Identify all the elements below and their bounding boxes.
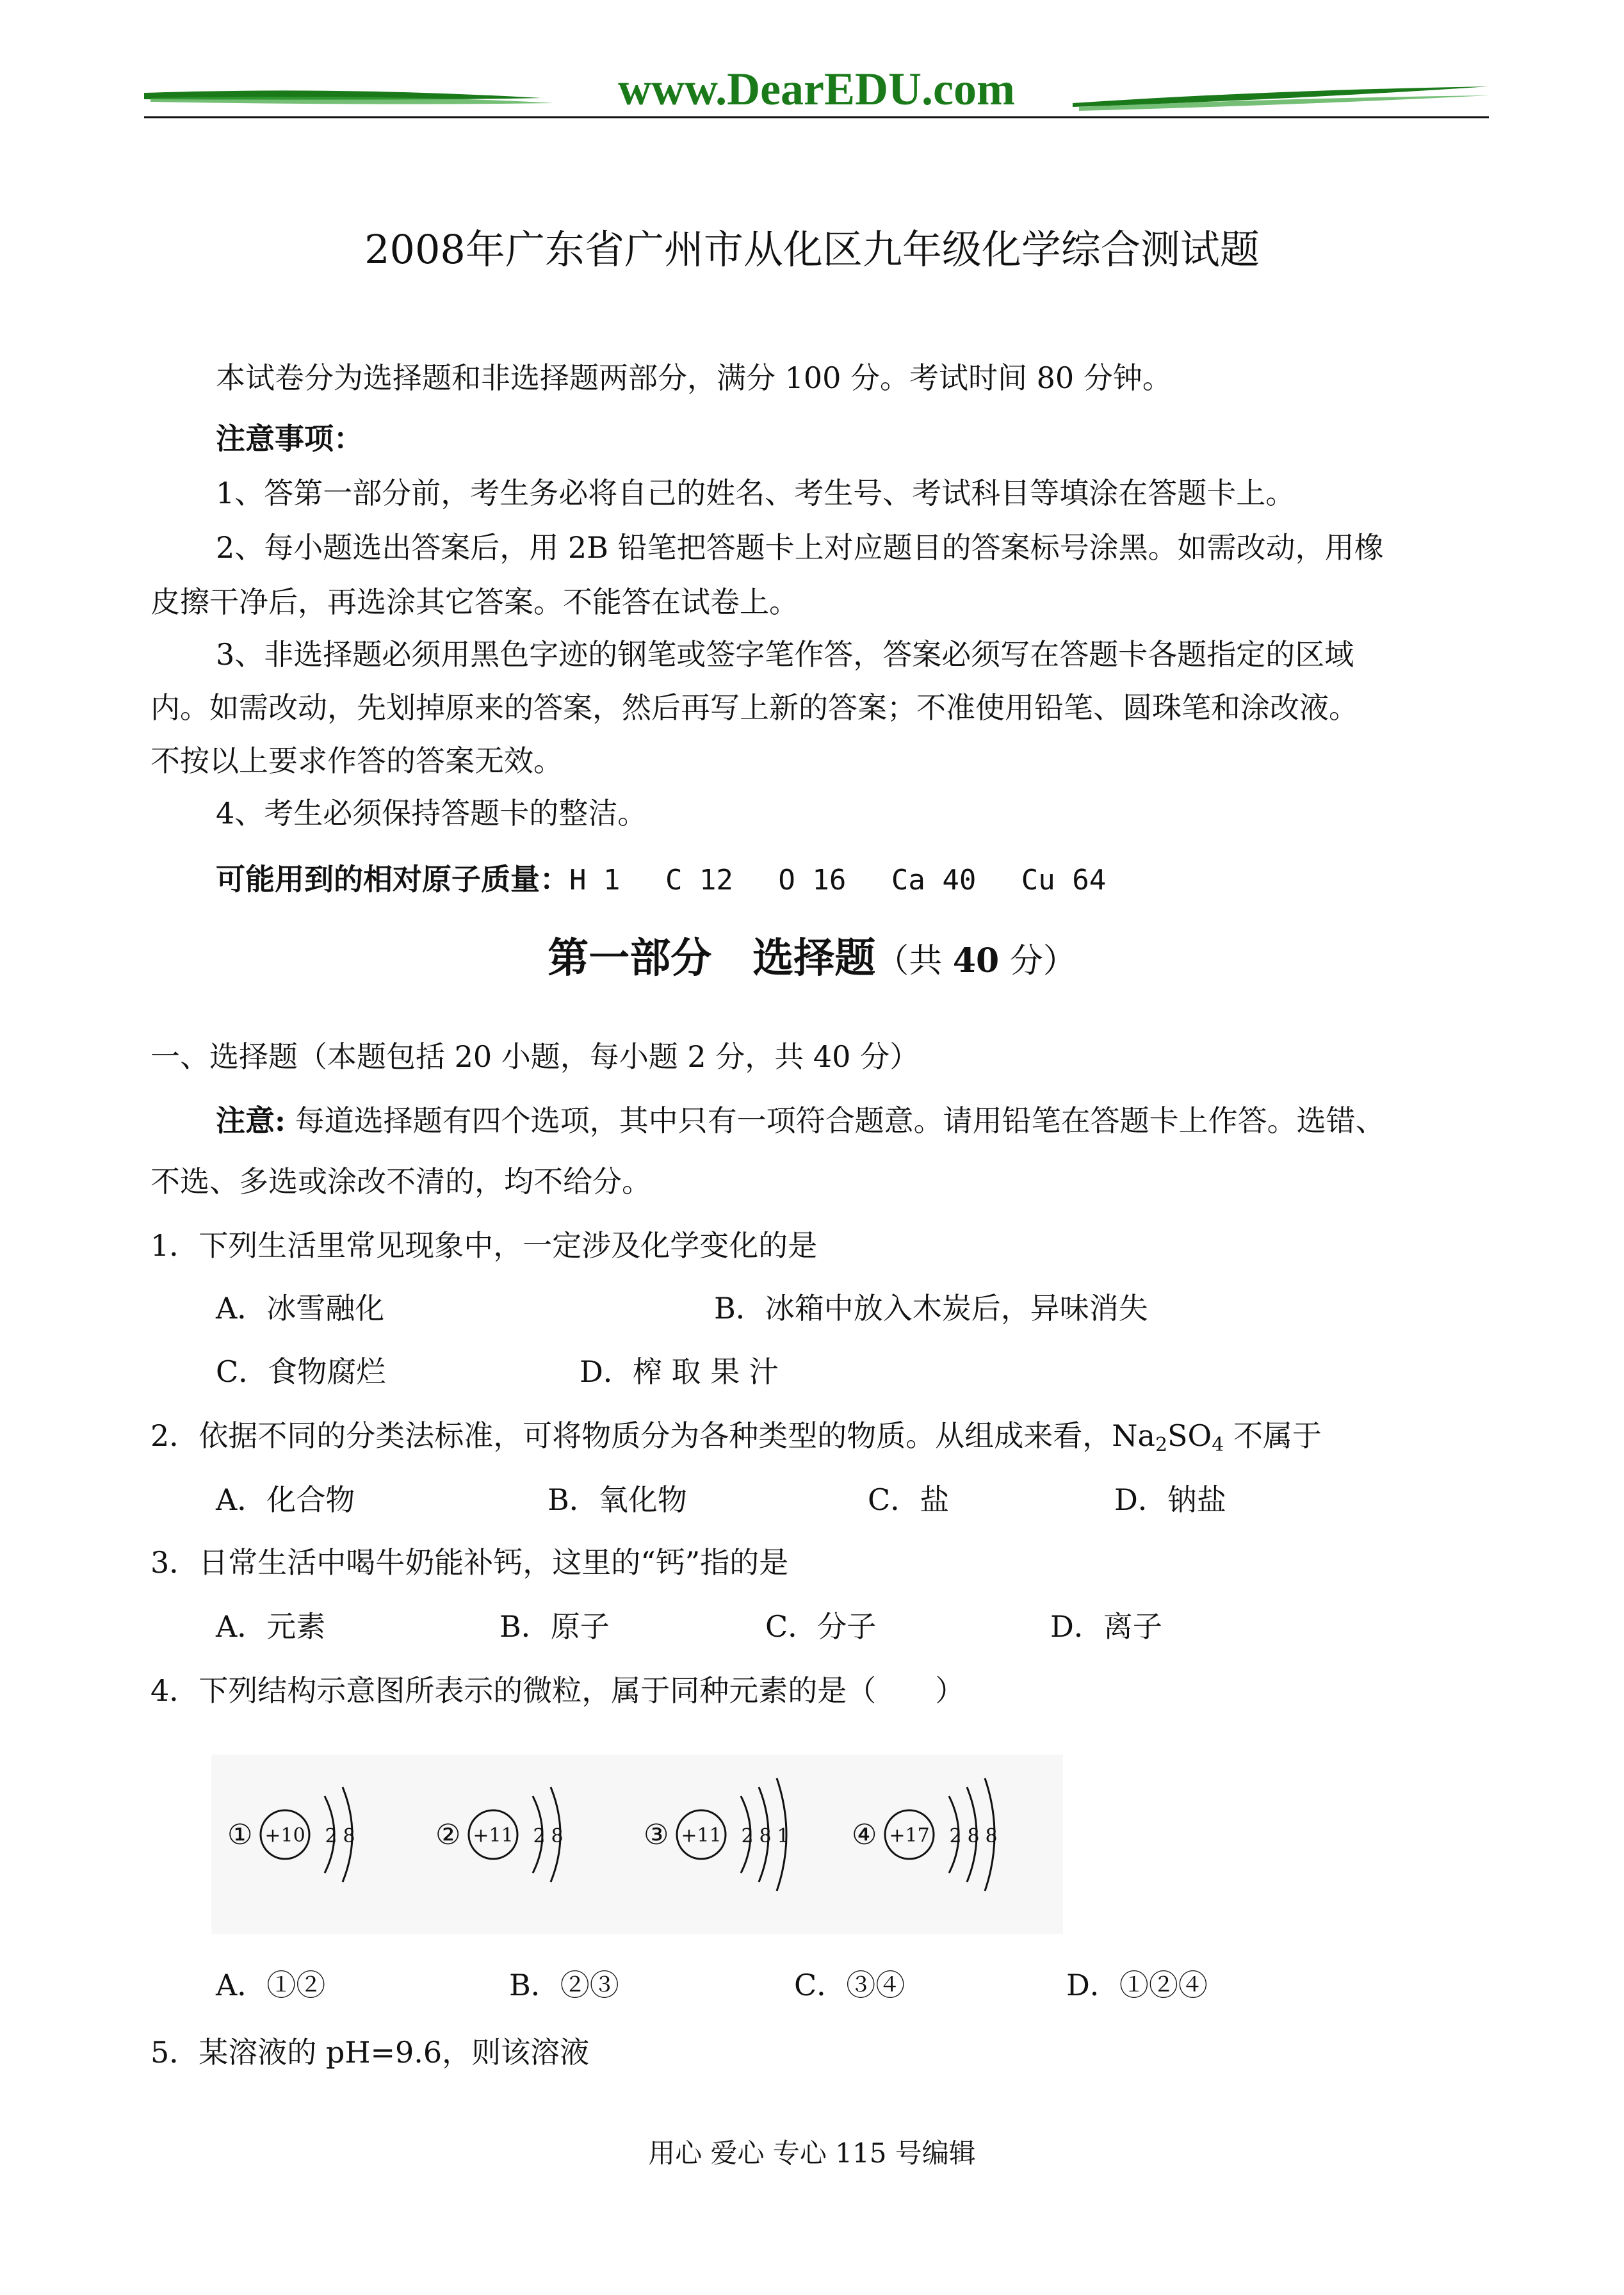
electron-count: 8	[343, 1825, 355, 1847]
option-a: A．①②	[216, 1968, 326, 2002]
notice-heading: 注意事项：	[216, 421, 363, 456]
electron-count: 2	[741, 1825, 754, 1847]
figure-background	[211, 1755, 1063, 1934]
diagram-label: ③	[644, 1819, 669, 1851]
electron-count: 2	[325, 1825, 337, 1847]
part1-subtitle-close: 分）	[999, 942, 1076, 980]
nucleus-charge: +17	[889, 1824, 930, 1847]
option-c: C．③④	[794, 1968, 905, 2002]
question-stem	[150, 1416, 1322, 1455]
electron-count: 8	[985, 1825, 998, 1847]
option-d: D．榨 取 果 汁	[580, 1354, 779, 1389]
page-footer: 用心 爱心 专心 115 号编辑	[648, 2137, 976, 2169]
subscript: 2	[1155, 1434, 1168, 1456]
diagram-label: ④	[852, 1819, 877, 1851]
diagram-label: ①	[227, 1819, 253, 1851]
note-text: 每道选择题有四个选项，其中只有一项符合题意。请用铅笔在答题卡上作答。选错、	[285, 1103, 1385, 1138]
subscript: 4	[1212, 1434, 1224, 1456]
option-a: A．元素	[216, 1609, 326, 1644]
question-stem: 3．日常生活中喝牛奶能补钙，这里的“钙”指的是	[150, 1545, 789, 1580]
option-b: B．②③	[509, 1968, 619, 2002]
stem-text: 不属于	[1224, 1418, 1322, 1453]
part1-subtitle-score: 40	[952, 941, 1000, 980]
electron-count: 1	[777, 1825, 790, 1847]
diagram-label: ②	[435, 1819, 461, 1851]
section1-note-cont: 不选、多选或涂改不清的，均不给分。	[150, 1164, 651, 1199]
atomic-mass-line	[216, 860, 1106, 900]
part1-heading	[0, 932, 1624, 988]
electron-count: 2	[949, 1825, 962, 1847]
question-stem: 4．下列结构示意图所表示的微粒，属于同种元素的是（ ）	[150, 1673, 965, 1708]
notice-item: 1、答第一部分前，考生务必将自己的姓名、考生号、考试科目等填涂在答题卡上。	[216, 476, 1295, 510]
section1-note	[216, 1101, 1385, 1140]
electron-count: 2	[533, 1825, 546, 1847]
option-c: C．分子	[765, 1609, 877, 1644]
stem-text: 2．依据不同的分类法标准，可将物质分为各种类型的物质。从组成来看，Na	[150, 1418, 1155, 1453]
question-stem: 5．某溶液的 pH=9.6，则该溶液	[150, 2035, 590, 2070]
notice-item: 3、非选择题必须用黑色字迹的钢笔或签字笔作答，答案必须写在答题卡各题指定的区域	[216, 637, 1354, 672]
notice-item: 不按以上要求作答的答案无效。	[150, 743, 563, 778]
notice-item: 皮擦干净后，再选涂其它答案。不能答在试卷上。	[150, 585, 799, 619]
notice-item: 4、考生必须保持答题卡的整洁。	[216, 796, 647, 831]
electron-count: 8	[551, 1825, 564, 1847]
part1-subtitle-open: （共	[875, 942, 953, 980]
nucleus-charge: +10	[264, 1824, 305, 1847]
option-a: A．冰雪融化	[216, 1291, 385, 1326]
question-stem: 1．下列生活里常见现象中，一定涉及化学变化的是	[150, 1228, 818, 1263]
notice-item: 2、每小题选出答案后，用 2B 铅笔把答题卡上对应题目的答案标号涂黑。如需改动，用橡	[216, 530, 1384, 565]
notice-item: 内。如需改动，先划掉原来的答案，然后再写上新的答案；不准使用铅笔、圆珠笔和涂改液。	[150, 690, 1358, 725]
option-a: A．化合物	[216, 1482, 355, 1517]
part1-title: 第一部分 选择题	[548, 934, 876, 982]
site-name: www.DearEDU.com	[618, 63, 1015, 115]
note-label: 注意:	[216, 1103, 286, 1138]
electron-count: 8	[759, 1825, 772, 1847]
atomic-mass-label: 可能用到的相对原子质量：	[216, 862, 569, 896]
atomic-structure-figure	[211, 1755, 1063, 1934]
atomic-mass-values: H 1 C 12 O 16 Ca 40 Cu 64	[569, 864, 1107, 896]
nucleus-charge: +11	[681, 1824, 722, 1847]
option-b: B．氧化物	[548, 1482, 687, 1517]
option-c: C．盐	[868, 1482, 950, 1517]
site-banner	[144, 61, 1489, 138]
intro-text: 本试卷分为选择题和非选择题两部分，满分 100 分。考试时间 80 分钟。	[216, 361, 1172, 395]
nucleus-charge: +11	[473, 1824, 514, 1847]
part1-subtitle	[875, 942, 1076, 980]
option-b: B．原子	[499, 1609, 610, 1644]
page-title: 2008年广东省广州市从化区九年级化学综合测试题	[364, 226, 1260, 273]
electron-count: 8	[967, 1825, 980, 1847]
option-d: D．钠盐	[1114, 1482, 1226, 1517]
option-c: C．食物腐烂	[216, 1354, 386, 1389]
stem-text: SO	[1167, 1418, 1212, 1453]
option-b: B．冰箱中放入木炭后，异味消失	[714, 1291, 1148, 1326]
option-d: D．离子	[1050, 1609, 1162, 1644]
section1-heading: 一、选择题（本题包括 20 小题，每小题 2 分，共 40 分）	[150, 1039, 920, 1074]
option-d: D．①②④	[1066, 1968, 1208, 2002]
